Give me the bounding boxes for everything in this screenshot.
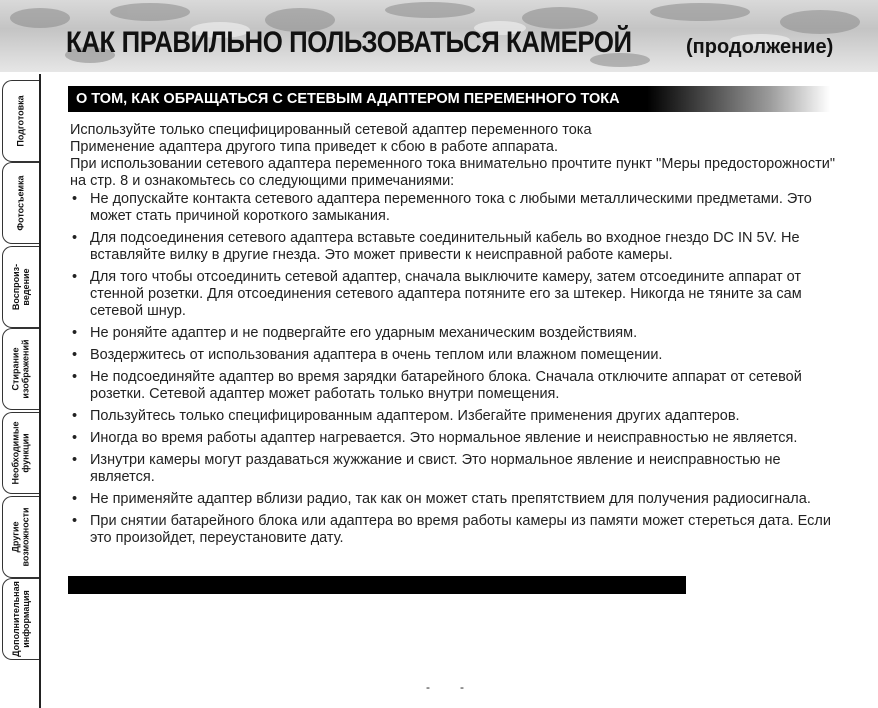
tab-playback[interactable]	[2, 246, 39, 328]
content	[70, 122, 835, 547]
bullet-icon: •	[72, 452, 78, 468]
page-number-mark: -	[460, 680, 464, 694]
bullet-icon: •	[72, 325, 78, 341]
list-item-text: Иногда во время работы адаптер нагревается. Это нормальное явление и неисправностью не является.	[90, 430, 798, 446]
tab-label: Фотосъемка	[16, 175, 26, 231]
intro-line: Применение адаптера другого типа приведет к сбою в работе аппарата.	[70, 139, 559, 155]
list-item	[70, 269, 835, 320]
list-item-text: Не подсоединяйте адаптер во время зарядки батарейного блока. Сначала отключите аппарат от сетевой розетки. Сетевой адаптер может работать только внутри помещения.	[90, 369, 802, 402]
page-header	[0, 0, 878, 72]
list-item	[70, 408, 835, 425]
list-item	[70, 491, 835, 508]
intro-line: Используйте только специфицированный сетевой адаптер переменного тока	[70, 122, 592, 138]
tab-label: Воспроиз- ведение	[11, 263, 32, 311]
bullet-icon: •	[72, 369, 78, 385]
tab-functions[interactable]	[2, 412, 39, 494]
tab-erasing[interactable]	[2, 328, 39, 410]
list-item	[70, 347, 835, 364]
list-item	[70, 452, 835, 486]
page-title: КАК ПРАВИЛЬНО ПОЛЬЗОВАТЬСЯ КАМЕРОЙ	[66, 26, 632, 59]
bullet-icon: •	[72, 491, 78, 507]
tab-shooting[interactable]	[2, 162, 39, 244]
tab-label: Другие возможности	[11, 507, 32, 567]
tab-preparation[interactable]	[2, 80, 39, 162]
notes-list	[70, 191, 835, 547]
tab-label: Подготовка	[16, 95, 27, 147]
list-item	[70, 430, 835, 447]
tab-label: Дополнительная информация	[11, 581, 31, 657]
list-item	[70, 191, 835, 225]
section-header	[68, 86, 830, 112]
tab-label: Стирание изображений	[11, 339, 31, 399]
section-title: О ТОМ, КАК ОБРАЩАТЬСЯ С СЕТЕВЫМ АДАПТЕРОМ ПЕРЕМЕННОГО ТОКА	[76, 91, 620, 107]
bullet-icon: •	[72, 269, 78, 285]
list-item-text: Пользуйтесь только специфицированным адаптером. Избегайте применения других адаптеров.	[90, 408, 740, 424]
list-item-text: Не допускайте контакта сетевого адаптера переменного тока с любыми металлическими предметами. Это может стать причиной короткого замыкания.	[90, 191, 812, 224]
black-divider-bar	[68, 576, 686, 594]
list-item-text: Воздержитесь от использования адаптера в очень теплом или влажном помещении.	[90, 347, 663, 363]
tab-label: Необходимые функции	[11, 421, 31, 485]
list-item-text: Не роняйте адаптер и не подвергайте его ударным механическим воздействиям.	[90, 325, 638, 341]
bullet-icon: •	[72, 230, 78, 246]
tab-other[interactable]	[2, 496, 39, 578]
page-subtitle: (продолжение)	[686, 36, 834, 58]
list-item-text: Изнутри камеры могут раздаваться жужжание и свист. Это нормальное явление и неисправностью не является.	[90, 452, 781, 485]
bullet-icon: •	[72, 191, 78, 207]
list-item-text: При снятии батарейного блока или адаптера во время работы камеры из памяти может стереться дата. Если это произойдет, переустановите дату.	[90, 513, 831, 546]
list-item	[70, 230, 835, 264]
list-item-text: Не применяйте адаптер вблизи радио, так как он может стать препятствием для получения радиосигнала.	[90, 491, 811, 507]
bullet-icon: •	[72, 408, 78, 424]
page-number-mark: -	[426, 680, 430, 694]
tab-additional-info[interactable]	[2, 578, 39, 660]
bullet-icon: •	[72, 430, 78, 446]
bullet-icon: •	[72, 347, 78, 363]
list-item	[70, 513, 835, 547]
list-item-text: Для подсоединения сетевого адаптера вставьте соединительный кабель во входное гнездо DC IN 5V. Не вставляйте вилку в другие гнезда. Это может привести к неисправной работе камеры.	[90, 230, 800, 263]
intro-line: При использовании сетевого адаптера переменного тока внимательно прочтите пункт "Меры предосторожности" на стр. 8 и ознакомьтесь со следующими примечаниями:	[70, 156, 836, 189]
sidebar-divider	[39, 74, 41, 708]
list-item-text: Для того чтобы отсоединить сетевой адаптер, сначала выключите камеру, затем отсоедините аппарат от стенной розетки. Для отсоединения сетевого адаптера потяните его за штекер. Никогда не тяните за сам сетевой шнур.	[90, 269, 802, 319]
list-item	[70, 325, 835, 342]
bullet-icon: •	[72, 513, 78, 529]
list-item	[70, 369, 835, 403]
